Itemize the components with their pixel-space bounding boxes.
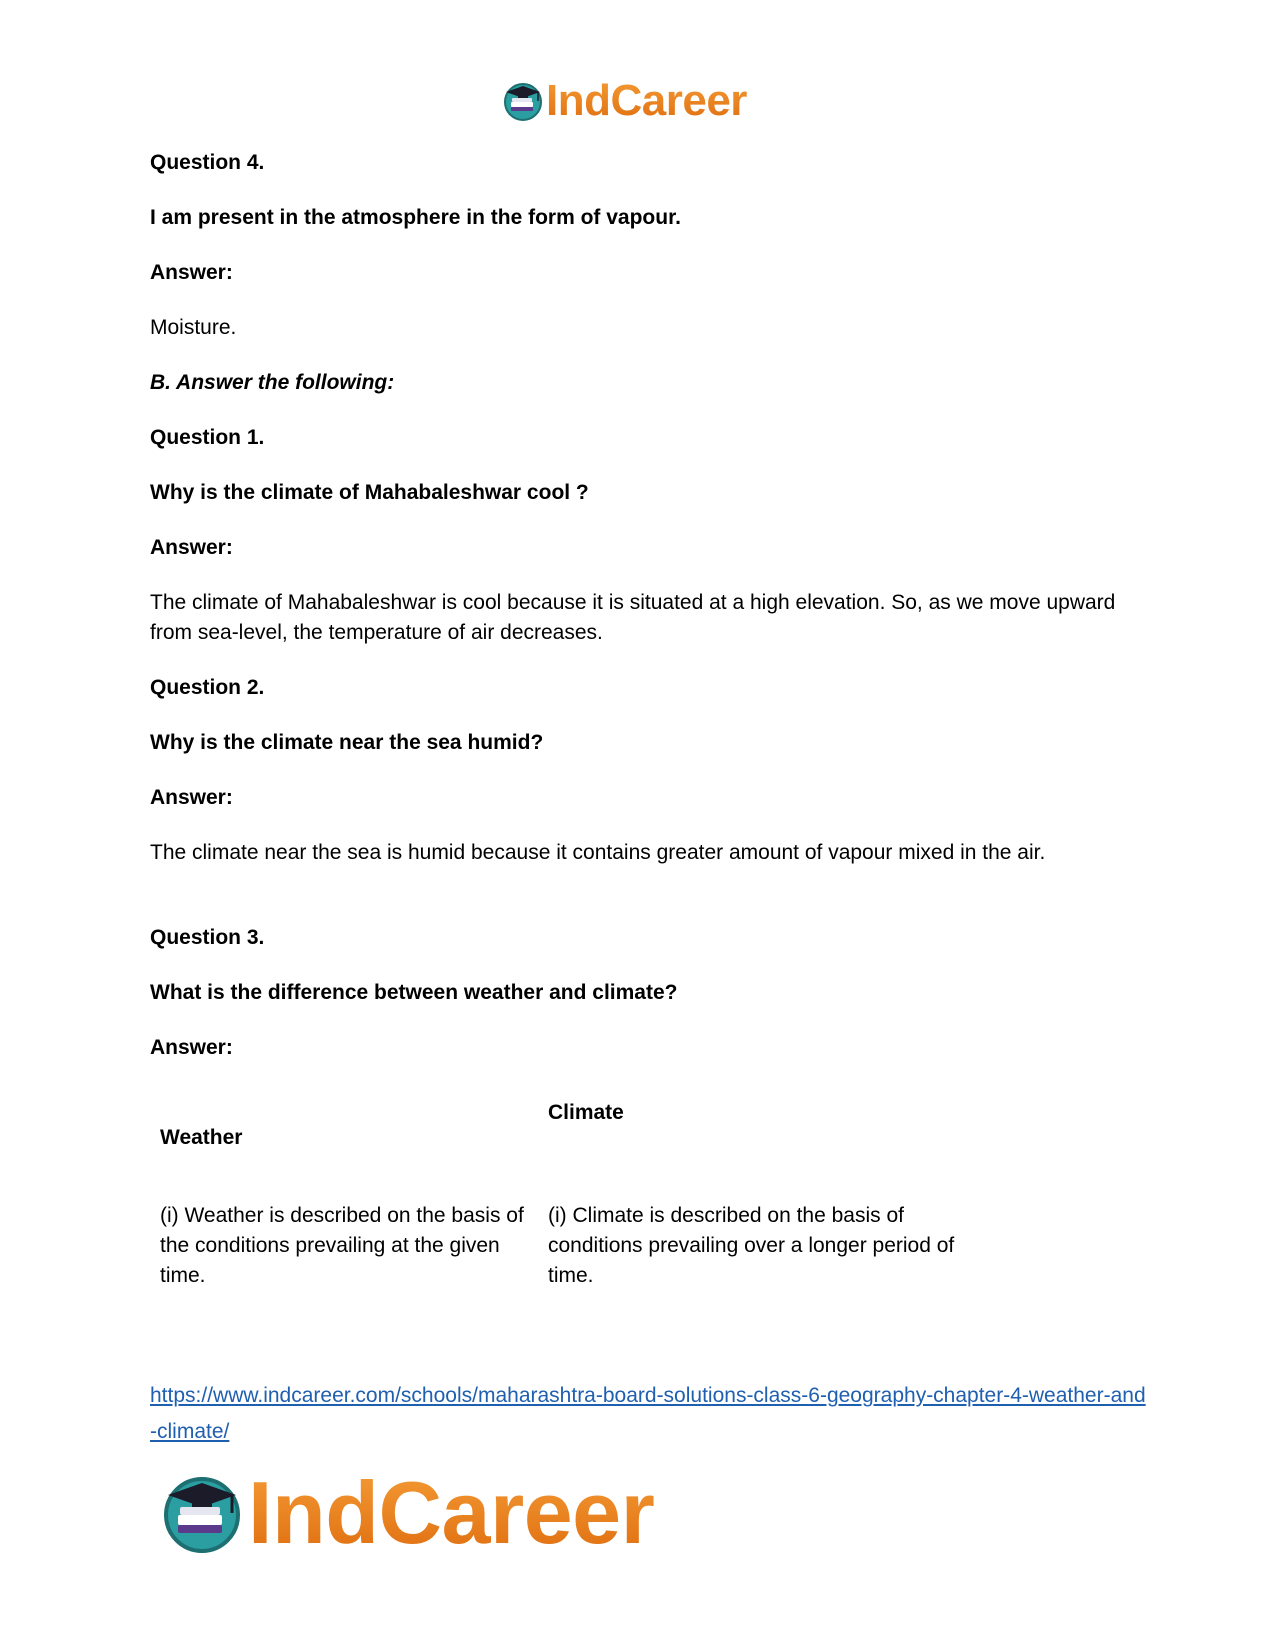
question-3-label: Question 3. xyxy=(150,926,265,949)
table-cell-weather: (i) Weather is described on the basis of the conditions prevailing at the given time. xyxy=(160,1204,524,1287)
question-1-answer: The climate of Mahabaleshwar is cool because it is situated at a high elevation. So, as we move upward from sea-level, the temperature of air decreases. xyxy=(150,591,1116,644)
table-header-weather: Weather xyxy=(160,1126,243,1149)
question-2-label: Question 2. xyxy=(150,676,265,699)
question-4-answer: Moisture. xyxy=(150,316,237,339)
question-2-answer: The climate near the sea is humid because it contains greater amount of vapour mixed in the air. xyxy=(150,841,1046,864)
question-4-label: Question 4. xyxy=(150,151,265,174)
question-4-answer-label: Answer: xyxy=(150,261,233,284)
question-4-text: I am present in the atmosphere in the form of vapour. xyxy=(150,206,681,229)
question-3-text: What is the difference between weather and climate? xyxy=(150,981,678,1004)
graduation-book-icon xyxy=(160,1471,244,1555)
section-b-heading: B. Answer the following: xyxy=(150,371,395,394)
question-2-text: Why is the climate near the sea humid? xyxy=(150,731,544,754)
question-1-label: Question 1. xyxy=(150,426,265,449)
footer-logo xyxy=(160,1463,655,1562)
logo-wordmark: IndCareer xyxy=(248,1463,655,1562)
table-header-climate: Climate xyxy=(548,1101,624,1124)
question-1-text: Why is the climate of Mahabaleshwar cool ? xyxy=(150,481,589,504)
question-1-answer-label: Answer: xyxy=(150,536,233,559)
table-cell-climate: (i) Climate is described on the basis of conditions prevailing over a longer period of time. xyxy=(548,1204,955,1287)
source-url-link[interactable]: https://www.indcareer.com/schools/maharashtra-board-solutions-class-6-geography-chapter-4-weather-and-climate/ xyxy=(150,1384,1146,1443)
header-logo xyxy=(502,78,747,124)
question-3-answer-label: Answer: xyxy=(150,1036,233,1059)
question-2-answer-label: Answer: xyxy=(150,786,233,809)
logo-wordmark: IndCareer xyxy=(546,76,747,125)
graduation-book-icon xyxy=(502,80,544,122)
